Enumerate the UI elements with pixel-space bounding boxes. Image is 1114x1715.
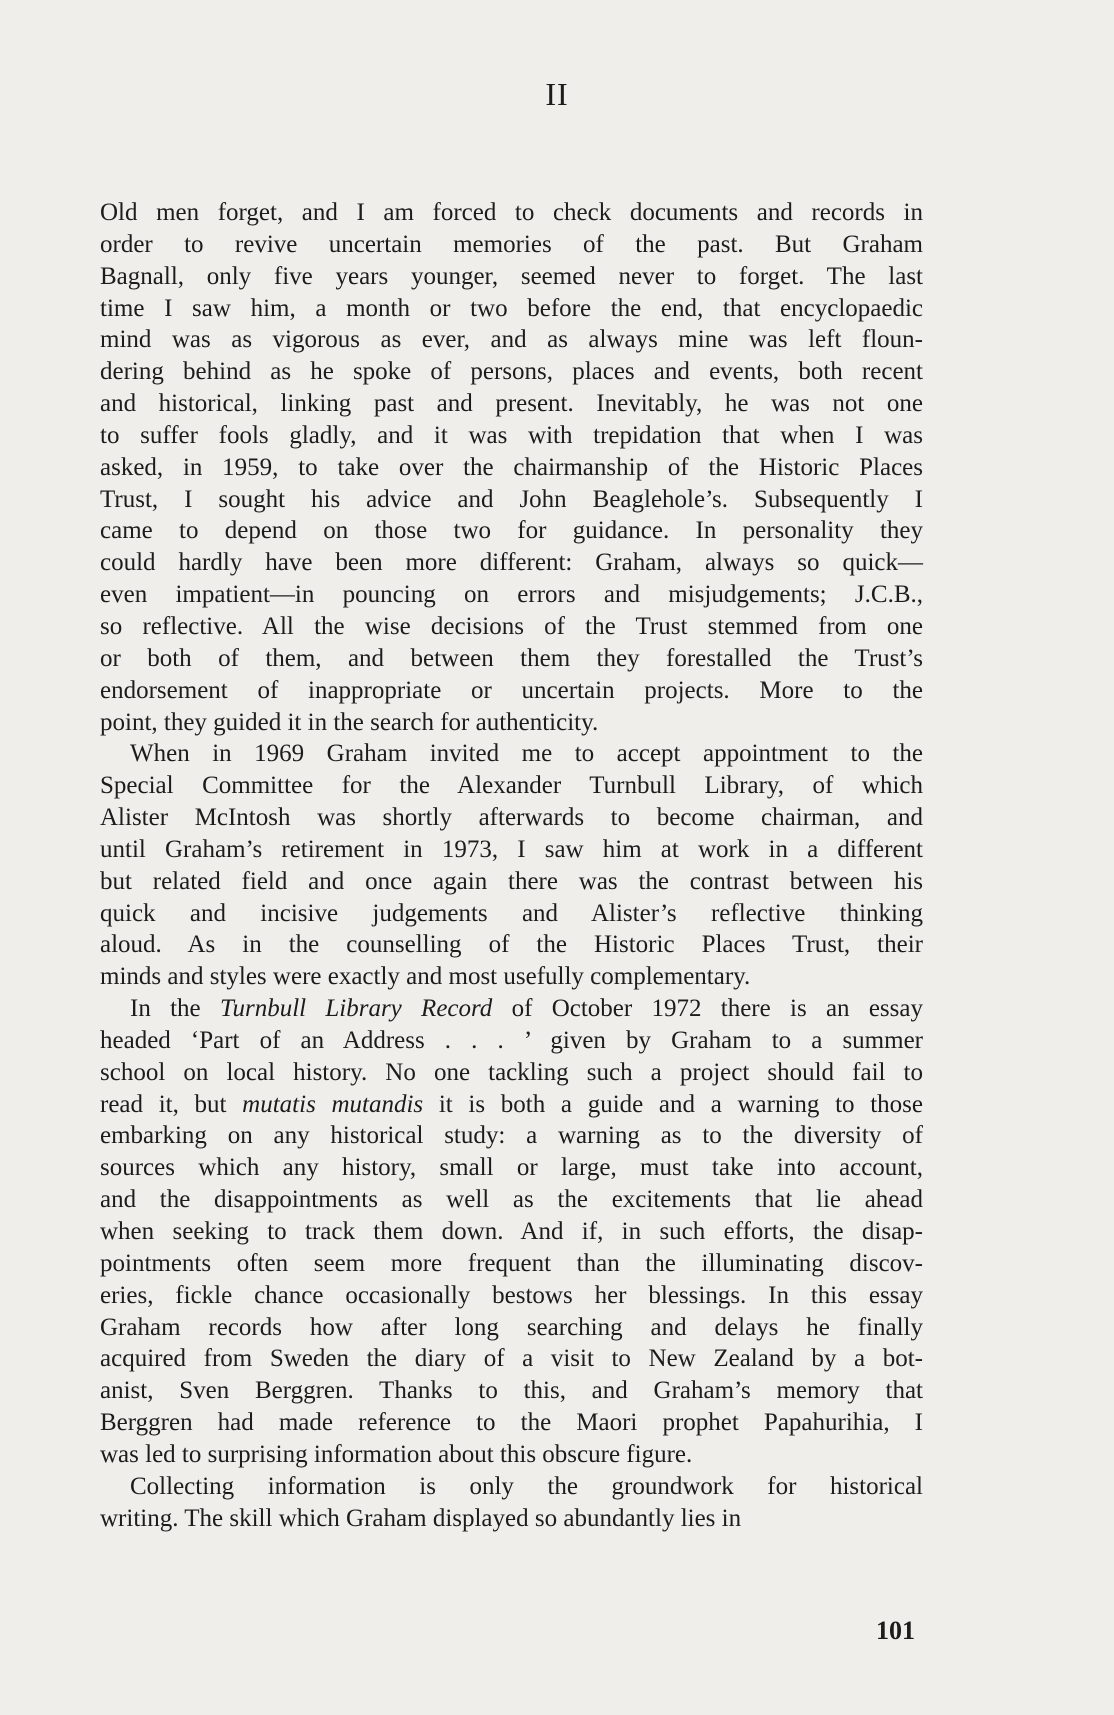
text-run: In the <box>130 995 220 1023</box>
text-line: acquired from Sweden the diary of a visit to New Zealand by a bot- <box>100 1345 923 1373</box>
text-line: was led to surprising information about this obscure figure. <box>100 1440 693 1468</box>
text-line: mind was as vigorous as ever, and as always mine was left floun- <box>100 326 923 354</box>
text-line: embarking on any historical study: a warning as to the diversity of <box>100 1122 923 1150</box>
italic-title: Turnbull Library Record <box>219 995 493 1023</box>
text-run: it is both a guide and a warning to those <box>423 1090 924 1118</box>
paragraph <box>100 1471 923 1535</box>
text-line <box>100 1089 923 1121</box>
text-line: writing. The skill which Graham displayed so abundantly lies in <box>100 1504 742 1532</box>
text-line: minds and styles were exactly and most usefully complementary. <box>100 963 751 991</box>
text-line: sources which any history, small or large, must take into account, <box>100 1154 923 1182</box>
text-line: and historical, linking past and present. Inevitably, he was not one <box>100 390 923 418</box>
text-line: when seeking to track them down. And if, in such efforts, the disap- <box>100 1218 923 1245</box>
text-line: anist, Sven Berggren. Thanks to this, and Graham’s memory that <box>100 1377 923 1405</box>
text-line: point, they guided it in the search for authenticity. <box>100 708 599 736</box>
text-line: pointments often seem more frequent than the illuminating discov- <box>100 1249 923 1277</box>
text-line: and the disappointments as well as the excitements that lie ahead <box>100 1186 923 1214</box>
text-line: Special Committee for the Alexander Turnbull Library, of which <box>100 772 923 800</box>
text-line: quick and incisive judgements and Alister’s reflective thinking <box>100 899 923 927</box>
text-line: or both of them, and between them they forestalled the Trust’s <box>100 644 923 672</box>
paragraph <box>100 738 923 993</box>
paragraph <box>100 993 923 1471</box>
text-line: Collecting information is only the groundwork for historical <box>130 1472 923 1500</box>
text-line: but related field and once again there was the contrast between his <box>100 867 923 895</box>
text-line: time I saw him, a month or two before the end, that encyclopaedic <box>100 294 923 322</box>
italic-title: mutatis mutandis <box>242 1090 424 1118</box>
text-line: Berggren had made reference to the Maori prophet Papahurihia, I <box>100 1409 923 1437</box>
text-run: of October 1972 there is an essay <box>492 995 923 1023</box>
text-line: even impatient—in pouncing on errors and misjudgements; J.C.B., <box>100 581 923 609</box>
text-line: Bagnall, only five years younger, seemed never to forget. The last <box>100 262 923 290</box>
text-line: came to depend on those two for guidance. In personality they <box>100 517 923 545</box>
paragraph <box>100 197 923 738</box>
page-number: 101 <box>876 1616 915 1645</box>
text-line: dering behind as he spoke of persons, places and events, both recent <box>100 358 923 386</box>
text-line: endorsement of inappropriate or uncertain projects. More to the <box>100 676 923 704</box>
text-line: headed ‘Part of an Address . . . ’ given by Graham to a summer <box>100 1026 923 1054</box>
section-heading: II <box>545 76 569 112</box>
text-line: order to revive uncertain memories of the past. But Graham <box>100 230 923 258</box>
text-line: school on local history. No one tackling such a project should fail to <box>100 1058 923 1086</box>
text-line: to suffer fools gladly, and it was with trepidation that when I was <box>100 421 923 449</box>
text-line: Graham records how after long searching and delays he finally <box>100 1313 923 1341</box>
text-line: Alister McIntosh was shortly afterwards to become chairman, and <box>100 804 923 832</box>
text-line: until Graham’s retirement in 1973, I saw him at work in a different <box>100 835 923 863</box>
text-line: aloud. As in the counselling of the Historic Places Trust, their <box>100 931 923 959</box>
text-line: eries, fickle chance occasionally bestows her blessings. In this essay <box>100 1281 923 1309</box>
text-line <box>100 993 923 1025</box>
text-line: Old men forget, and I am forced to check documents and records in <box>100 199 923 226</box>
text-line: Trust, I sought his advice and John Beaglehole’s. Subsequently I <box>100 485 923 513</box>
body-text <box>100 197 923 1534</box>
text-line: so reflective. All the wise decisions of the Trust stemmed from one <box>100 612 923 640</box>
text-run: read it, but <box>100 1090 243 1118</box>
text-line: could hardly have been more different: Graham, always so quick— <box>100 549 923 577</box>
text-line: When in 1969 Graham invited me to accept appointment to the <box>130 740 923 768</box>
text-line: asked, in 1959, to take over the chairmanship of the Historic Places <box>100 453 923 481</box>
